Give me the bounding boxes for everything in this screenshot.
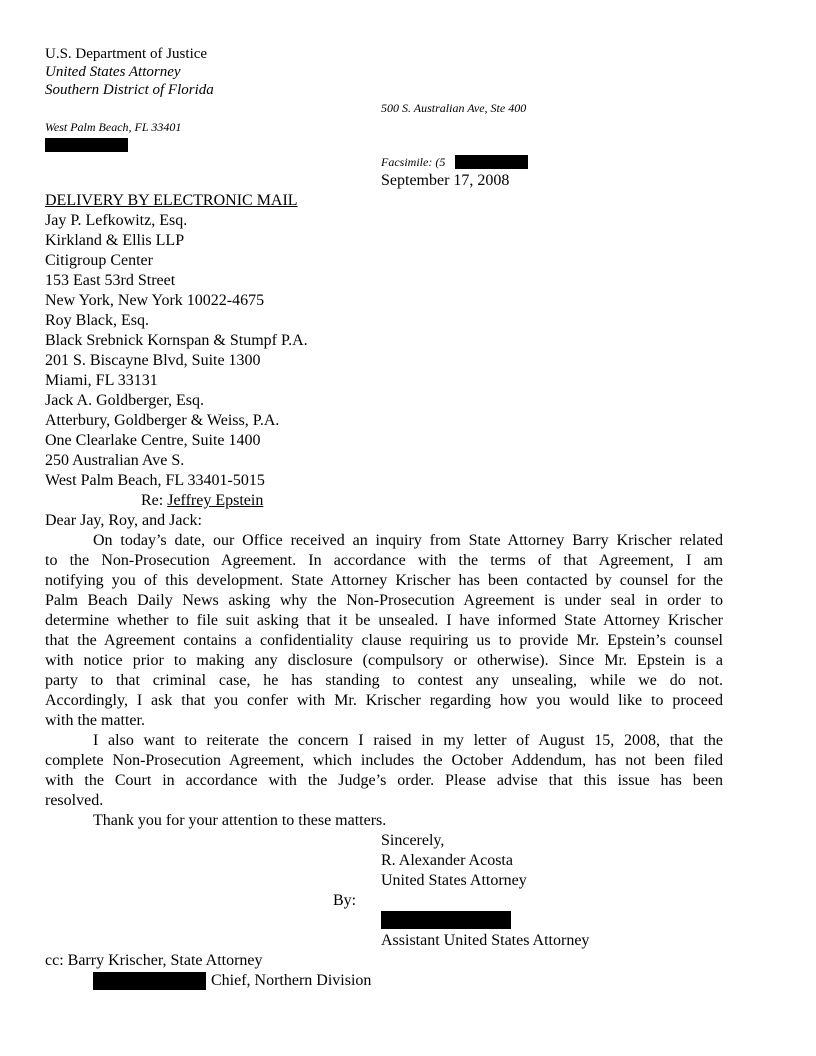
addressee-line: Kirkland & Ellis LLP bbox=[45, 232, 185, 249]
signer-name: R. Alexander Acosta bbox=[381, 852, 513, 869]
addressee-line: Roy Black, Esq. bbox=[45, 312, 149, 329]
body-paragraph-1 bbox=[45, 531, 723, 731]
cc-line-1: cc: Barry Krischer, State Attorney bbox=[45, 952, 263, 969]
street-address: 500 S. Australian Ave, Ste 400 bbox=[381, 101, 527, 115]
addressee-line: One Clearlake Centre, Suite 1400 bbox=[45, 432, 261, 449]
paragraph-line: complete Non-Prosecution Agreement, which includes the October Addendum, has not been filed bbox=[45, 752, 723, 769]
re-label: Re: bbox=[141, 492, 168, 509]
paragraph-line: On today’s date, our Office received an inquiry from State Attorney Barry Krischer related bbox=[93, 532, 723, 549]
addressee-line: Jay P. Lefkowitz, Esq. bbox=[45, 212, 188, 229]
paragraph-line: Palm Beach Daily News asking why the Non-Prosecution Agreement is under seal in order to bbox=[45, 592, 723, 609]
addressee-line: West Palm Beach, FL 33401-5015 bbox=[45, 472, 265, 489]
paragraph-line: Accordingly, I ask that you confer with Mr. Krischer regarding how you would like to proceed bbox=[45, 692, 723, 709]
signer-title: United States Attorney bbox=[381, 872, 527, 889]
re-subject: Jeffrey Epstein bbox=[167, 492, 264, 509]
office-name: United States Attorney bbox=[45, 64, 181, 80]
district-name: Southern District of Florida bbox=[45, 82, 214, 98]
addressee-line: Citigroup Center bbox=[45, 252, 153, 269]
addressee-line: Jack A. Goldberger, Esq. bbox=[45, 392, 205, 409]
paragraph-line: with the matter. bbox=[45, 712, 145, 729]
redacted-signature bbox=[381, 911, 511, 929]
paragraph-line: determine whether to file suit asking that it be unsealed. I have informed State Attorney Krischer bbox=[45, 612, 723, 629]
addressee-line: 153 East 53rd Street bbox=[45, 272, 176, 289]
paragraph-line: resolved. bbox=[45, 792, 104, 809]
letter-date: September 17, 2008 bbox=[381, 172, 510, 189]
addressee-line: 250 Australian Ave S. bbox=[45, 452, 185, 469]
cc-line-2: Chief, Northern Division bbox=[211, 972, 372, 989]
addressee-line: New York, New York 10022-4675 bbox=[45, 292, 265, 309]
paragraph-line: to the Non-Prosecution Agreement. In accordance with the terms of that Agreement, I am bbox=[45, 552, 723, 569]
body-paragraph-3: Thank you for your attention to these matters. bbox=[93, 812, 387, 829]
city-address: West Palm Beach, FL 33401 bbox=[45, 120, 182, 134]
by-label: By: bbox=[333, 892, 357, 909]
closing-sincerely: Sincerely, bbox=[381, 832, 445, 849]
addressee-line: Black Srebnick Kornspan & Stumpf P.A. bbox=[45, 332, 308, 349]
re-line bbox=[141, 491, 263, 511]
paragraph-line: with the Court in accordance with the Judge’s order. Please advise that this issue has been bbox=[45, 772, 723, 789]
addressee-line: 201 S. Biscayne Blvd, Suite 1300 bbox=[45, 352, 261, 369]
paragraph-line: notifying you of this development. State Attorney Krischer has been contacted by counsel for the bbox=[45, 572, 723, 589]
delivery-method: DELIVERY BY ELECTRONIC MAIL bbox=[45, 192, 298, 209]
paragraph-line: party to that criminal case, he has standing to contest any unsealing, while we do not. bbox=[45, 672, 723, 689]
ausa-title: Assistant United States Attorney bbox=[381, 932, 590, 949]
fax-label: Facsimile: (5 bbox=[381, 155, 446, 169]
redacted-phone bbox=[45, 138, 128, 152]
paragraph-line: with notice prior to making any disclosure (compulsory or otherwise). Since Mr. Epstein is a bbox=[45, 652, 723, 669]
redacted-fax bbox=[455, 155, 528, 169]
paragraph-line: that the Agreement contains a confidentiality clause requiring us to provide Mr. Epstein’s counsel bbox=[45, 632, 723, 649]
addressee-line: Miami, FL 33131 bbox=[45, 372, 158, 389]
addressee-line: Atterbury, Goldberger & Weiss, P.A. bbox=[45, 412, 280, 429]
redacted-cc-name bbox=[93, 972, 206, 990]
agency-name: U.S. Department of Justice bbox=[45, 46, 208, 62]
salutation: Dear Jay, Roy, and Jack: bbox=[45, 512, 202, 529]
body-paragraph-2 bbox=[45, 731, 723, 811]
paragraph-line: I also want to reiterate the concern I raised in my letter of August 15, 2008, that the bbox=[93, 732, 723, 749]
